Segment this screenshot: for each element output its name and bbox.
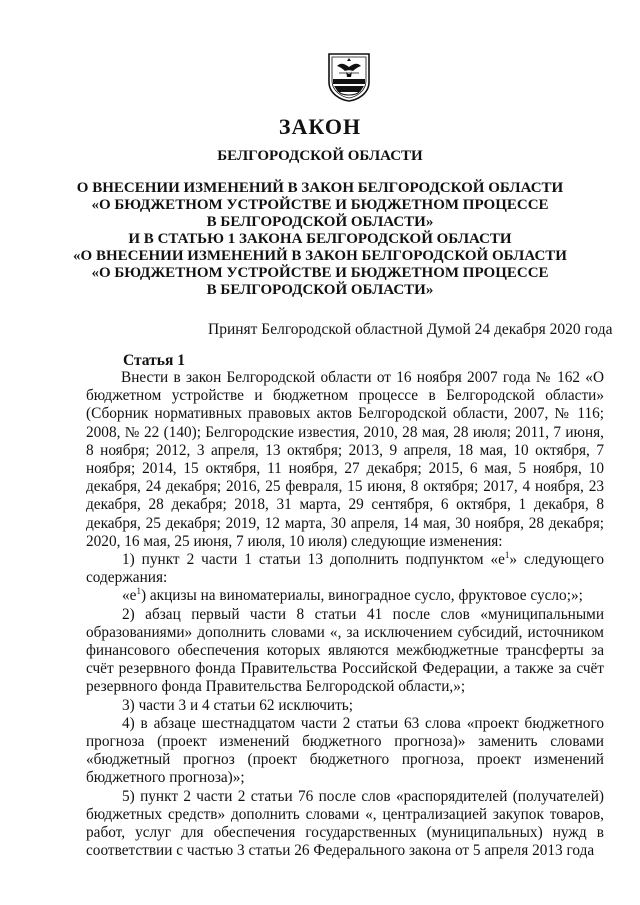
amendment-item-5: 5) пункт 2 части 2 статьи 76 после слов «распорядителей (получателей) бюджетных средств» дополнить словами «, централизацией закупок товаров, работ, услуг для обеспечения государственных (муниципальных) нужд в соответствии с частью 3 статьи 26 Федерального закона от 5 апреля 2013 года <box>86 787 604 860</box>
amendment-item-2: 2) абзац первый части 8 статьи 41 после слов «муниципальными образованиями» дополнить словами «, за исключением субсидий, источником финансового обеспечения которых являются межбюджетные трансферты за счёт резервного фонда Правительства Российской Федерации, а также за счёт резервного фонда Правительства Белгородской области,»; <box>86 605 604 696</box>
subject-line: И В СТАТЬЮ 1 ЗАКОНА БЕЛГОРОДСКОЙ ОБЛАСТИ <box>128 231 512 247</box>
subject-line: В БЕЛГОРОДСКОЙ ОБЛАСТИ» <box>206 282 434 298</box>
subject-line: О ВНЕСЕНИИ ИЗМЕНЕНИЙ В ЗАКОН БЕЛГОРОДСКОЙ ОБЛАСТИ <box>76 180 564 196</box>
subject-line: «О БЮДЖЕТНОМ УСТРОЙСТВЕ И БЮДЖЕТНОМ ПРОЦЕССЕ <box>91 197 549 213</box>
amendment-item-1-text: «$е^1$) акцизы на виноматериалы, виноградное сусло, фруктовое сусло;»; <box>122 586 583 605</box>
adoption-note: Принят Белгородской областной Думой 24 декабря 2020 года <box>208 321 613 338</box>
article-intro: Внести в закон Белгородской области от 16 ноября 2007 года № 162 «О бюджетном устройстве и бюджетном процессе в Белгородской области» (Сборник нормативных правовых актов Белгородской области, 2007, № 116; 2008, № 22 (140); Белгородские известия, 2010, 28 мая, 28 июля; 2011, 7 июня, 8 ноября; 2012, 3 апреля, 13 октября; 2013, 9 апреля, 18 мая, 10 октября, 7 ноября; 2014, 15 октября, 11 ноября, 27 декабря; 2015, 6 мая, 5 ноября, 10 декабря, 24 декабря; 2016, 25 февраля, 15 июня, 8 октября; 2017, 4 ноября, 23 декабря, 28 декабря; 2018, 31 марта, 29 сентября, 6 октября, 1 декабря, 8 декабря, 25 декабря; 2019, 12 марта, 30 апреля, 14 мая, 30 ноября, 28 декабря; 2020, 16 мая, 25 июня, 7 июля, 10 июля) следующие изменения: <box>86 369 604 550</box>
subject-line: «О ВНЕСЕНИИ ИЗМЕНЕНИЙ В ЗАКОН БЕЛГОРОДСКОЙ ОБЛАСТИ <box>73 248 567 264</box>
amendment-item-1: 1) пункт 2 части 1 статьи 13 дополнить подпунктом «$е^1$» следующего содержания: <box>86 549 604 587</box>
subject-line: В БЕЛГОРОДСКОЙ ОБЛАСТИ» <box>206 214 434 230</box>
article-body <box>86 369 604 860</box>
article-title: Статья 1 <box>123 352 185 369</box>
amendment-item-3: 3) части 3 и 4 статьи 62 исключить; <box>122 696 354 714</box>
coat-of-arms-icon <box>327 52 371 102</box>
region-name: БЕЛГОРОДСКОЙ ОБЛАСТИ <box>217 148 423 164</box>
law-title: ЗАКОН <box>278 114 362 139</box>
amendment-item-4: 4) в абзаце шестнадцатом части 2 статьи 63 слова «проект бюджетного прогноза (проект изменений бюджетного прогноза)» заменить словами «бюджетный прогноз (проект бюджетного прогноза, проект изменений бюджетного прогноза)»; <box>86 714 604 787</box>
subject-line: «О БЮДЖЕТНОМ УСТРОЙСТВЕ И БЮДЖЕТНОМ ПРОЦЕССЕ <box>91 265 549 281</box>
